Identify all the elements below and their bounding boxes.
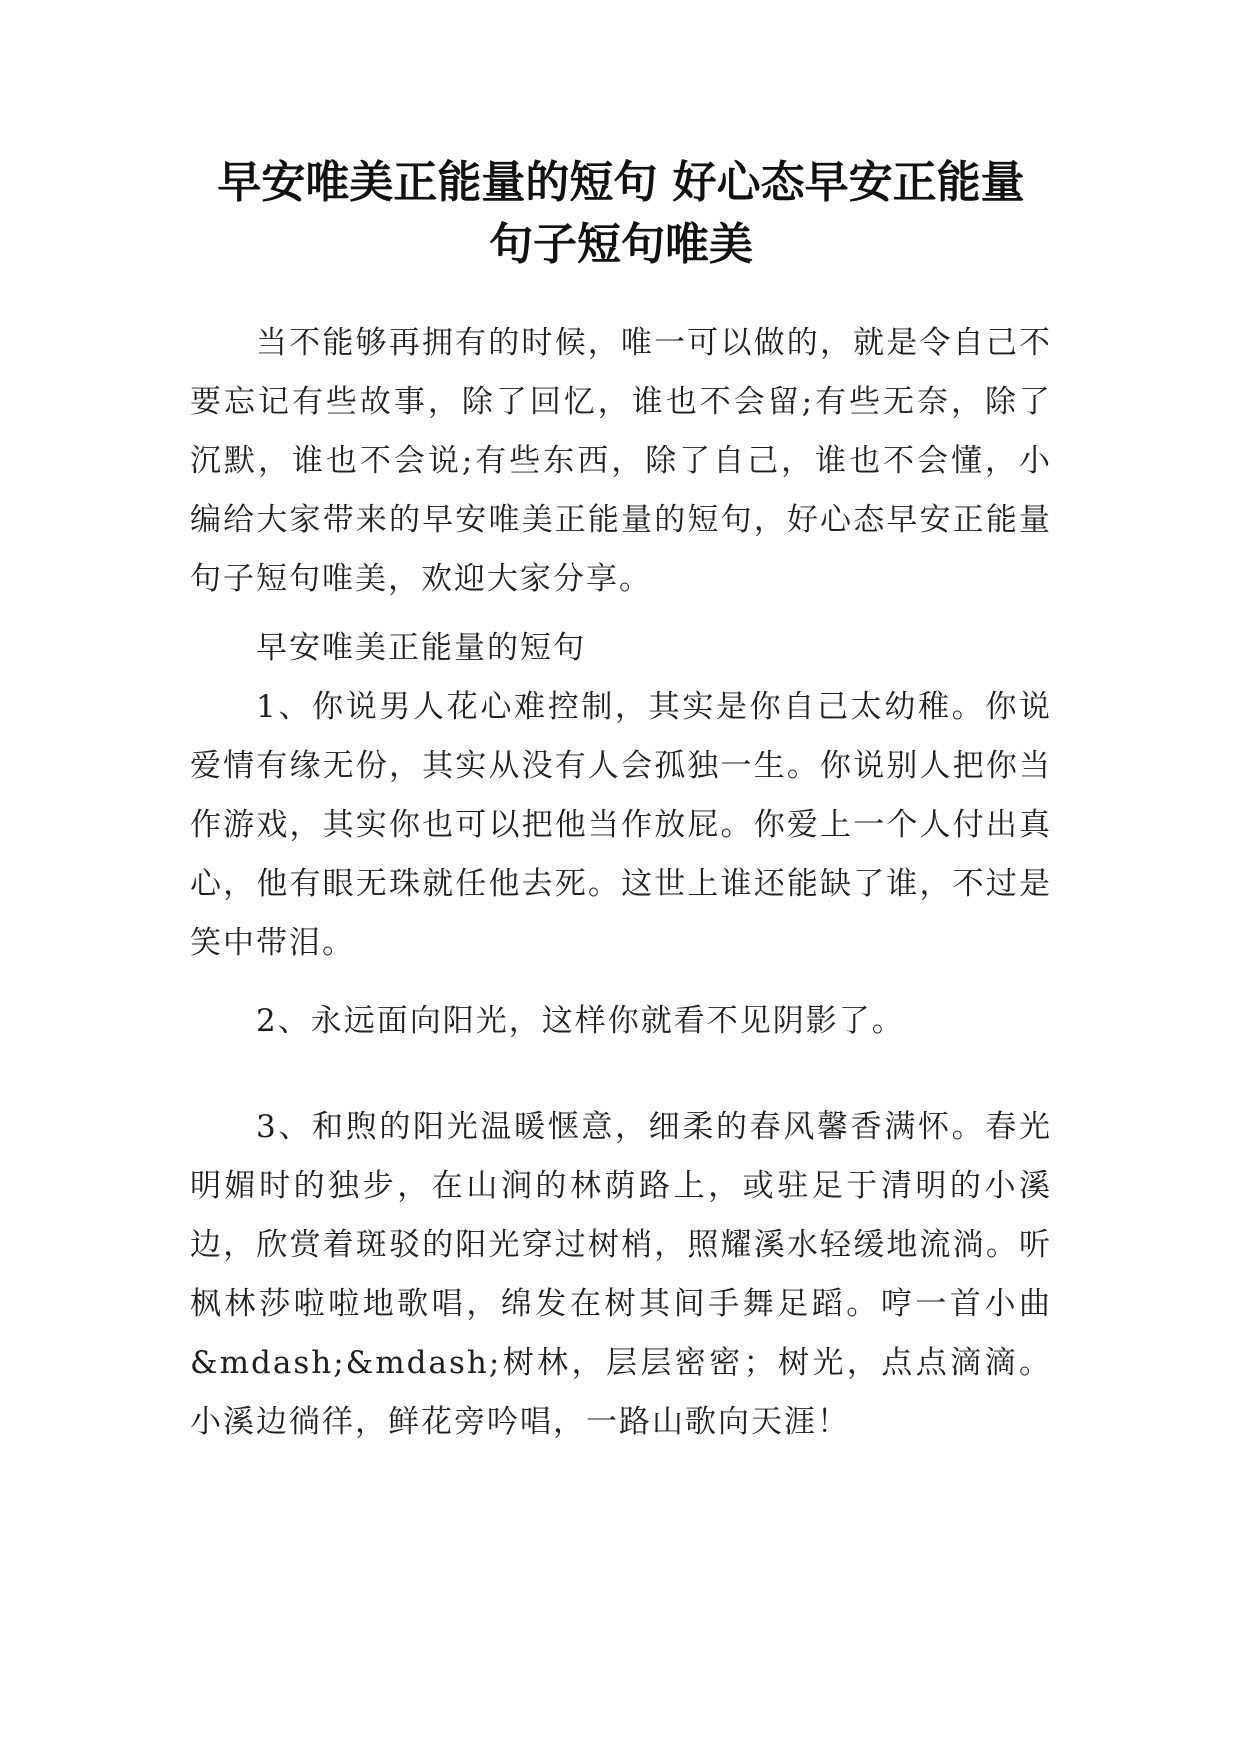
list-item-3: 3、和煦的阳光温暖惬意，细柔的春风馨香满怀。春光明媚时的独步，在山涧的林荫路上，或驻足于清明的小溪边，欣赏着斑驳的阳光穿过树梢，照耀溪水轻缓地流淌。听枫林莎啦啦地歌唱，绵发在树其间手舞足蹈。哼一首小曲&mdash;&mdash;树林，层层密密；树光，点点滴滴。小溪边徜徉，鲜花旁吟唱，一路山歌向天涯！ [190, 1109, 1052, 1440]
list-item-1: 1、你说男人花心难控制，其实是你自己太幼稚。你说爱情有缘无份，其实从没有人会孤独一生。你说别人把你当作游戏，其实你也可以把他当作放屁。你爱上一个人付出真心，他有眼无珠就任他去死。这世上谁还能缺了谁，不过是笑中带泪。 [190, 689, 1052, 961]
title-line-1: 早安唯美正能量的短句 好心态早安正能量 [217, 157, 1025, 208]
list-item-2: 2、永远面向阳光，这样你就看不见阴影了。 [256, 1003, 905, 1039]
intro-paragraph: 当不能够再拥有的时候，唯一可以做的，就是令自己不要忘记有些故事，除了回忆，谁也不会留;有些无奈，除了沉默，谁也不会说;有些东西，除了自己，谁也不会懂，小编给大家带来的早安唯美正能量的短句，好心态早安正能量句子短句唯美，欢迎大家分享。 [190, 325, 1052, 597]
section-heading: 早安唯美正能量的短句 [256, 630, 586, 666]
document-title [190, 152, 1052, 276]
title-line-2: 句子短句唯美 [489, 219, 753, 270]
